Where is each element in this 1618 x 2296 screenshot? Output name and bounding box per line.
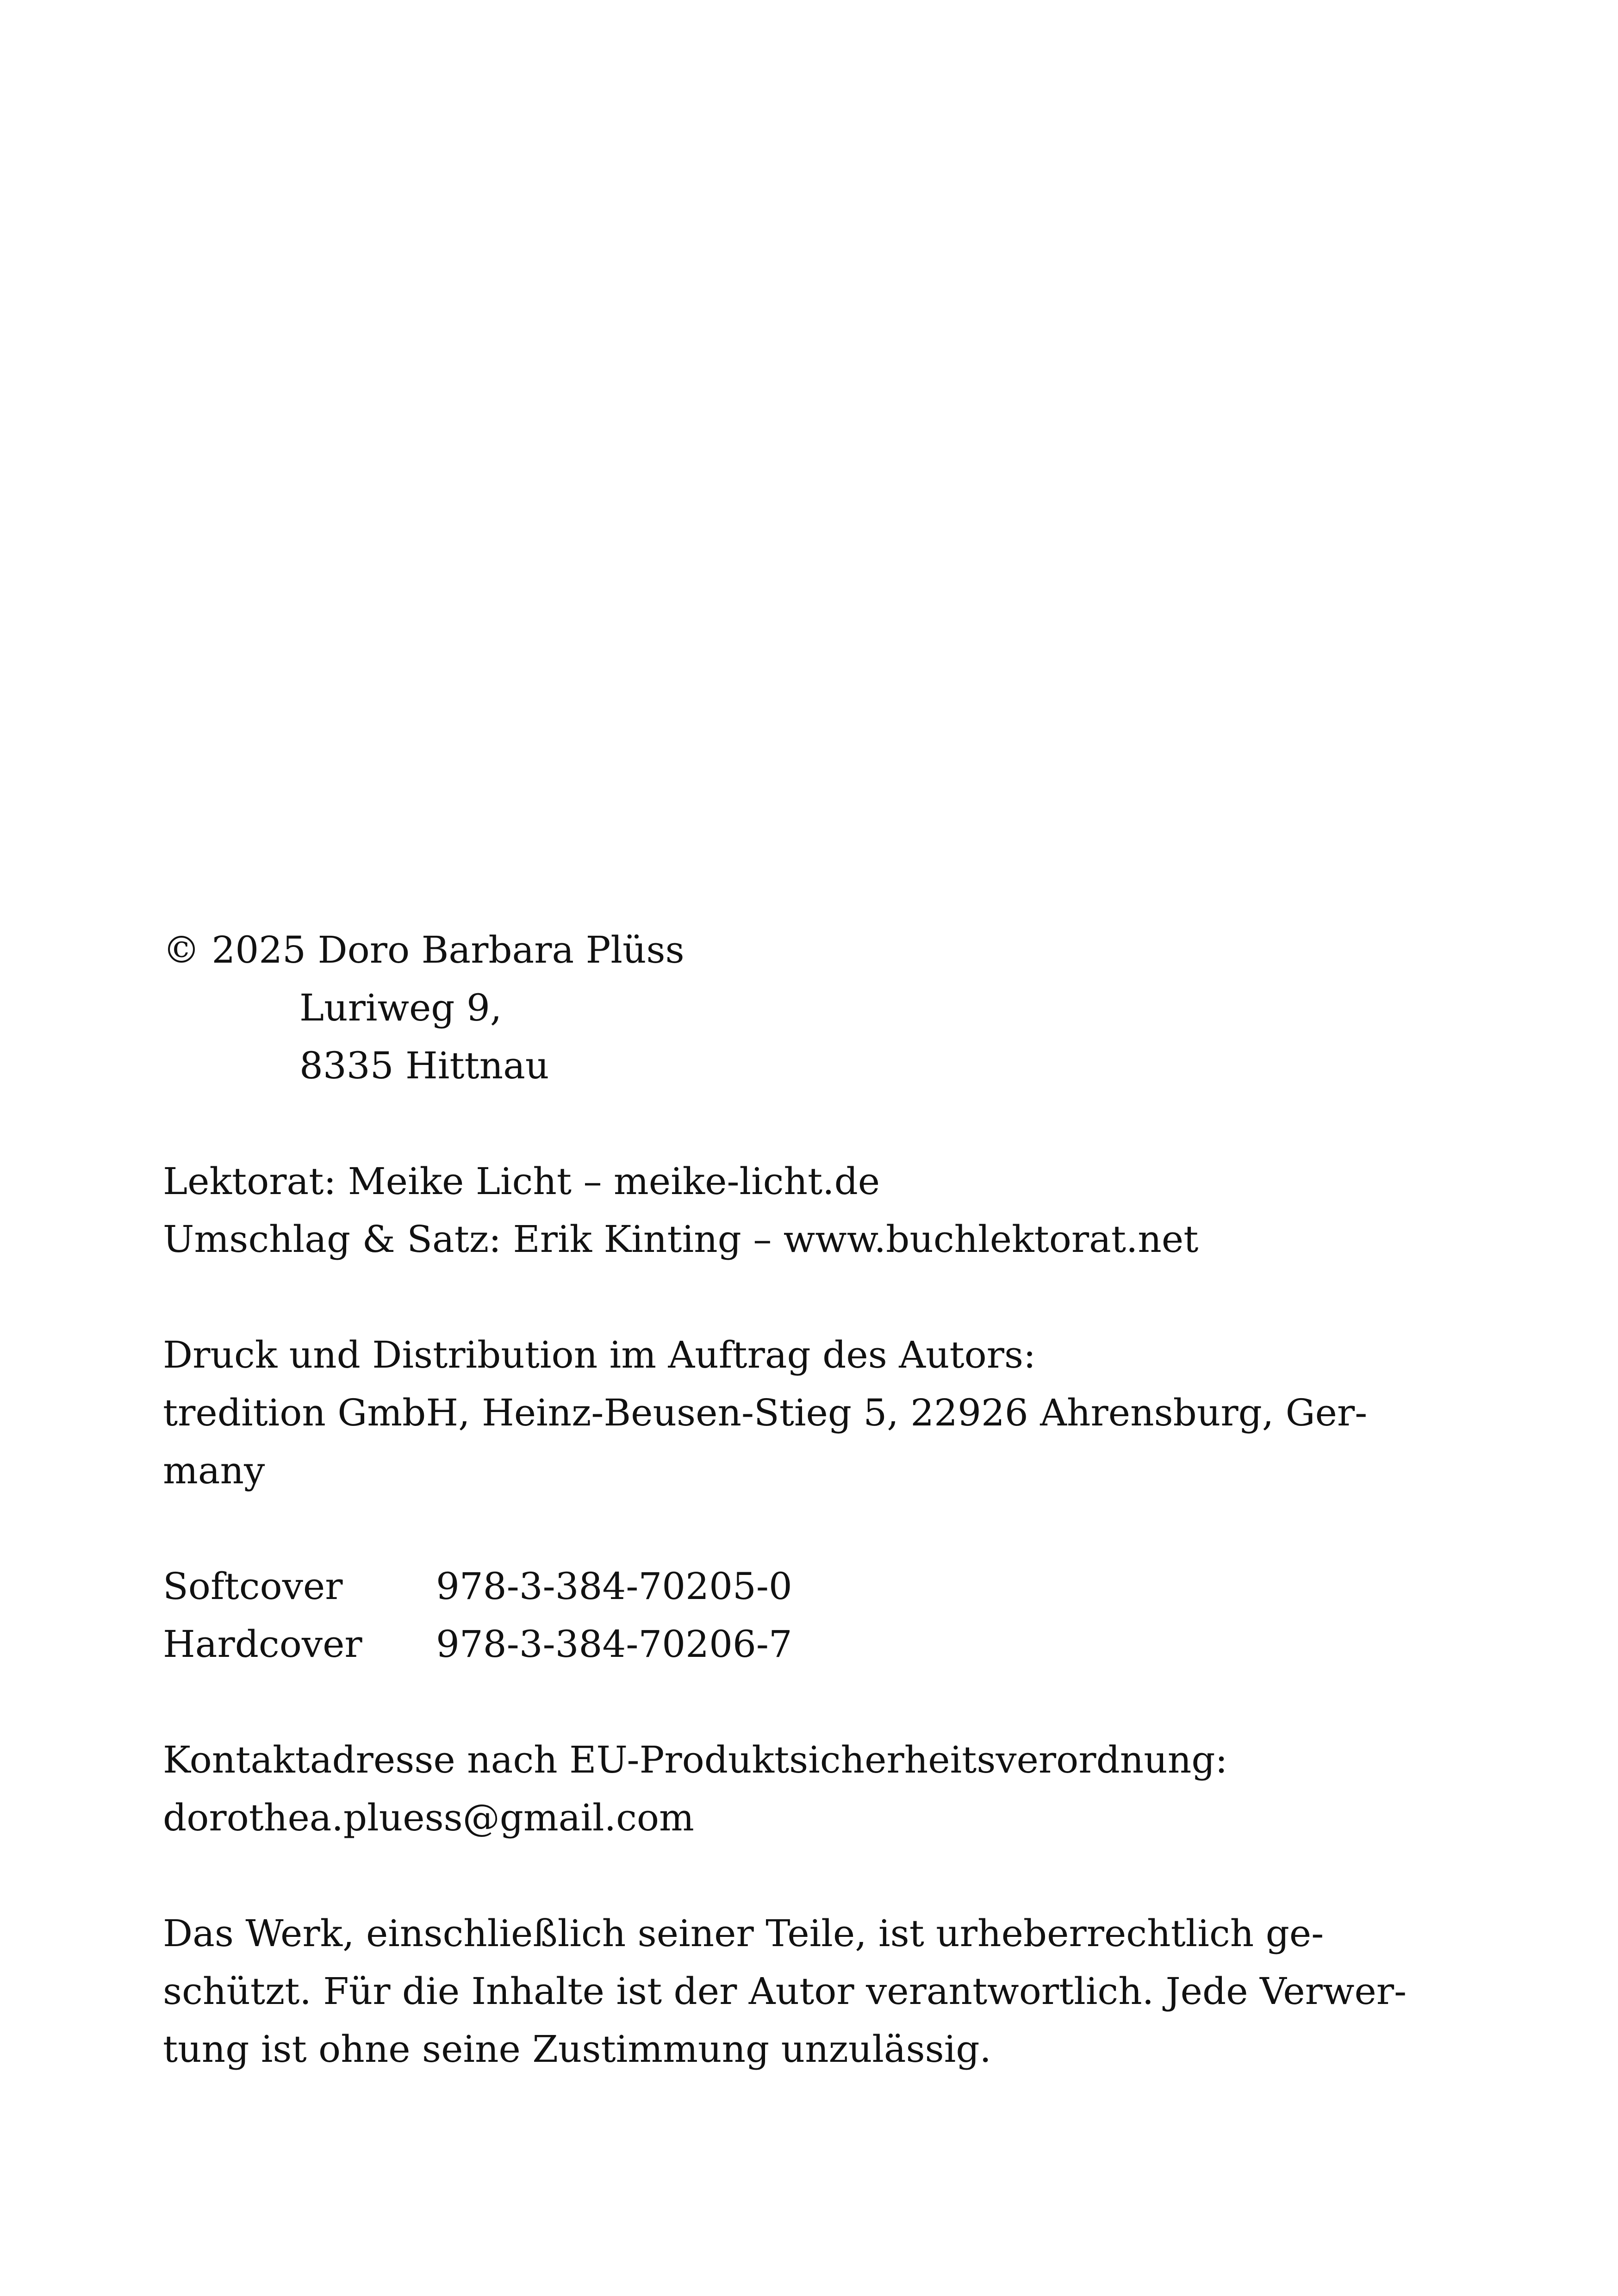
print-line-3: many xyxy=(163,1449,265,1492)
contact-line-1: Kontaktadresse nach EU-Produktsicherheitsverordnung: xyxy=(163,1738,1228,1781)
cover-credit: Umschlag & Satz: Erik Kinting – www.buchlektorat.net xyxy=(163,1218,1199,1261)
rights-line-1: Das Werk, einschließlich seiner Teile, ist urheberrechtlich ge- xyxy=(163,1912,1324,1955)
isbn-row xyxy=(163,1557,792,1615)
credits-block xyxy=(163,1152,1198,1268)
isbn-label: Softcover xyxy=(163,1565,343,1608)
address-line-city: 8335 Hittnau xyxy=(299,1044,549,1087)
copyright-line: © 2025 Doro Barbara Plüss xyxy=(163,928,685,971)
contact-email: dorothea.pluess@gmail.com xyxy=(163,1796,694,1839)
print-distribution-block xyxy=(163,1326,1367,1500)
copyright-block xyxy=(163,921,685,1095)
print-line-1: Druck und Distribution im Auftrag des Autors: xyxy=(163,1333,1036,1376)
rights-line-2: schützt. Für die Inhalte ist der Autor verantwortlich. Jede Verwer- xyxy=(163,1970,1407,2013)
print-line-2: tredition GmbH, Heinz-Beusen-Stieg 5, 22926 Ahrensburg, Ger- xyxy=(163,1391,1368,1434)
editing-credit: Lektorat: Meike Licht – meike-licht.de xyxy=(163,1160,880,1203)
isbn-value: 978-3-384-70205-0 xyxy=(436,1565,792,1608)
rights-block xyxy=(163,1904,1406,2078)
isbn-label: Hardcover xyxy=(163,1623,362,1666)
rights-line-3: tung ist ohne seine Zustimmung unzulässig. xyxy=(163,2028,991,2071)
isbn-row xyxy=(163,1615,792,1673)
isbn-block xyxy=(163,1557,792,1673)
address-line-street: Luriweg 9, xyxy=(299,986,502,1029)
isbn-value: 978-3-384-70206-7 xyxy=(436,1623,792,1666)
contact-block xyxy=(163,1731,1228,1847)
